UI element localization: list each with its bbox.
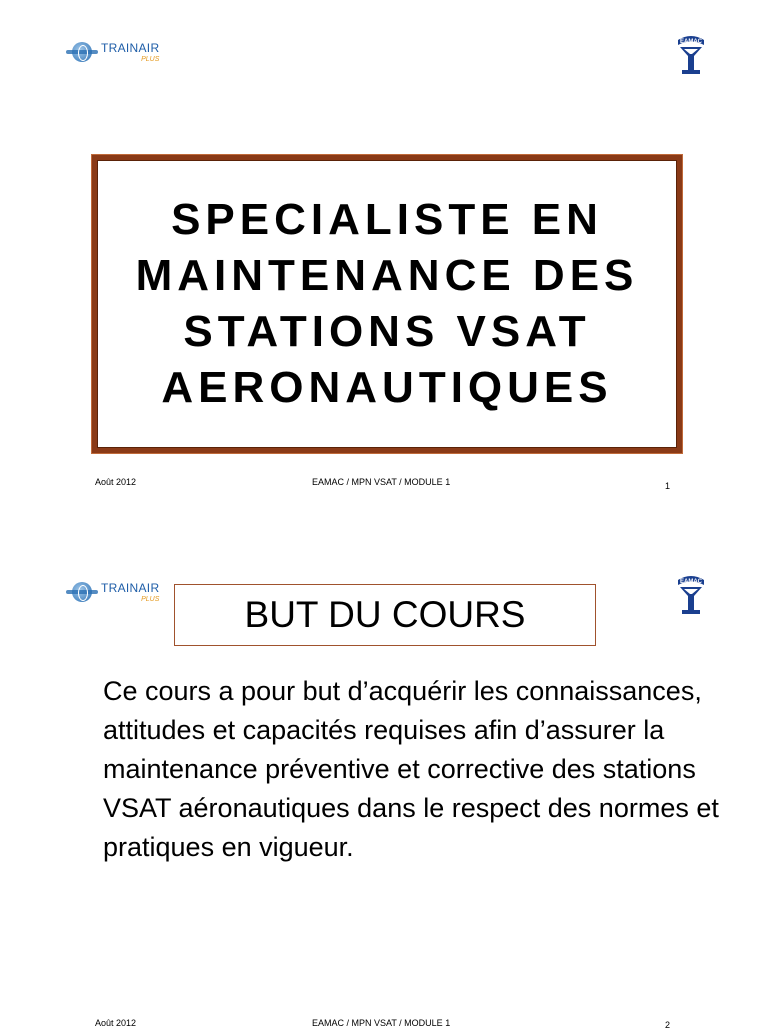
- footer-date: Août 2012: [95, 1018, 137, 1028]
- globe-icon: [72, 582, 92, 602]
- title-box: [92, 155, 682, 453]
- footer-page-number: 2: [665, 1020, 671, 1030]
- slide-title: SPECIALISTE EN MAINTENANCE DES STATIONS VSAT AERONAUTIQUES: [135, 195, 639, 412]
- trainair-logo-text: TRAINAIR: [101, 581, 160, 595]
- trainair-logo-plus: PLUS: [141, 596, 160, 603]
- trainair-logo-plus: PLUS: [141, 56, 160, 63]
- footer-module: EAMAC / MPN VSAT / MODULE 1: [312, 477, 451, 487]
- trainair-logo: [72, 580, 159, 603]
- heading-box: [174, 584, 596, 646]
- eamac-logo-icon: [676, 32, 706, 76]
- globe-icon: [72, 42, 92, 62]
- slide-body-text: Ce cours a pour but d’acquérir les connaissances, attitudes et capacités requises afin d’assurer la maintenance préventive et corrective des stations VSAT aéronautiques dans le respect des normes et pratiques en vigueur.: [103, 676, 719, 862]
- footer-date: Août 2012: [95, 477, 137, 487]
- slide-1: [0, 0, 768, 512]
- trainair-logo-text: TRAINAIR: [101, 41, 160, 55]
- footer-page-number: 1: [665, 481, 671, 491]
- trainair-logo: [72, 40, 159, 63]
- footer-module: EAMAC / MPN VSAT / MODULE 1: [312, 1018, 451, 1028]
- slide-heading: BUT DU COURS: [244, 594, 526, 635]
- eamac-logo-icon: [676, 572, 706, 616]
- svg-text:EAMAC: EAMAC: [680, 39, 702, 45]
- slide-2: [0, 512, 768, 1030]
- svg-text:EAMAC: EAMAC: [680, 579, 702, 585]
